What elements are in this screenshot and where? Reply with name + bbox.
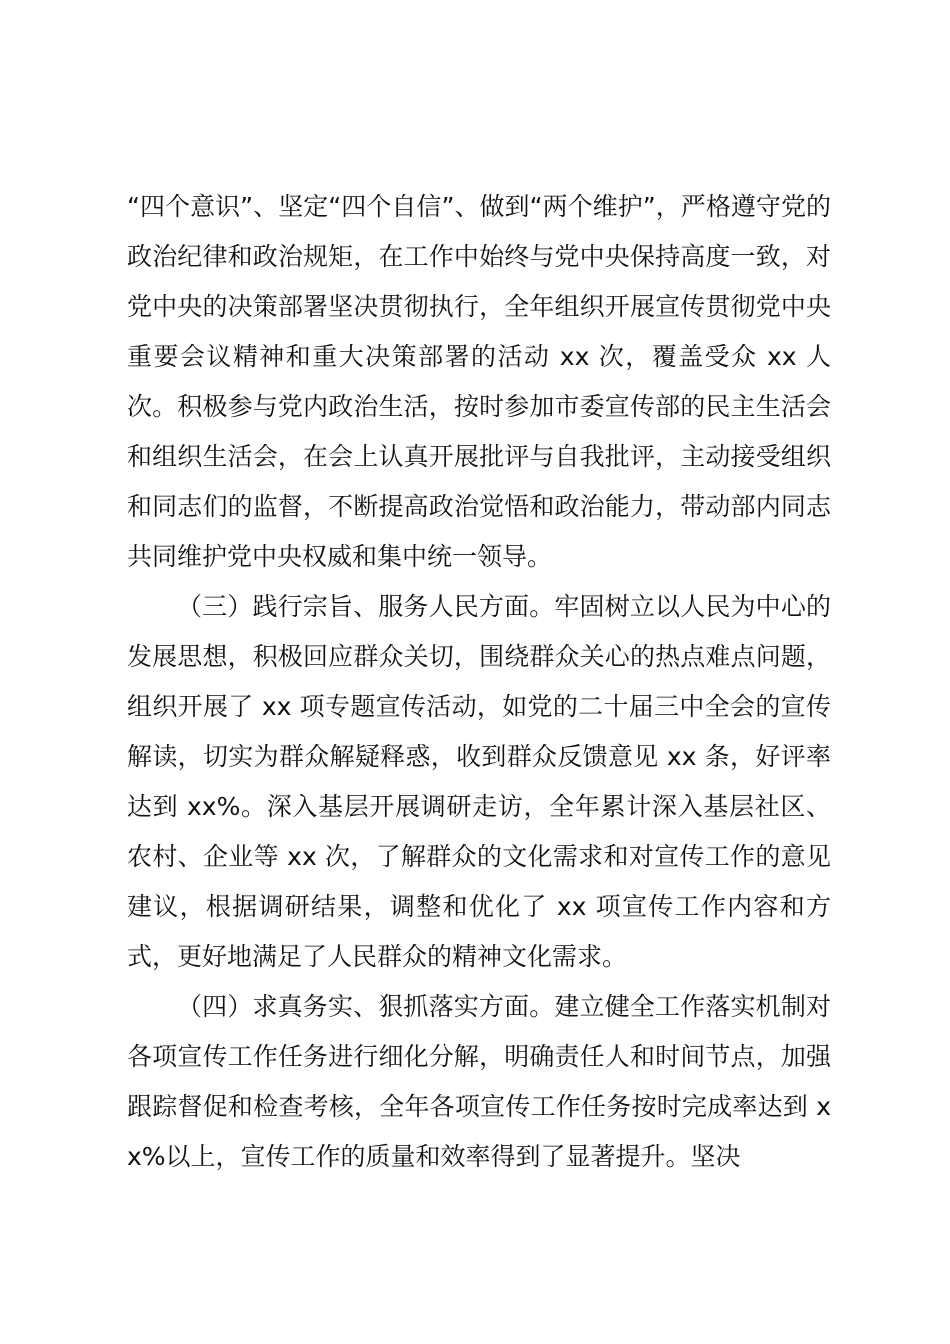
document-body (127, 182, 831, 1182)
paragraph-continued: “四个意识”、坚定“四个自信”、做到“两个维护”，严格遵守党的政治纪律和政治规矩，在工作中始终与党中央保持高度一致，对党中央的决策部署坚决贯彻执行，全年组织开展宣传贯彻党中央重要会议精神和重大决策部署的活动 xx 次，覆盖受众 xx 人次。积极参与党内政治生活，按时参加市委宣传部的民主生活会和组织生活会，在会上认真开展批评与自我批评，主动接受组织和同志们的监督，不断提高政治觉悟和政治能力，带动部内同志共同维护党中央权威和集中统一领导。 (127, 192, 831, 571)
paragraph-pragmatic-implementation: （四）求真务实、狠抓落实方面。建立健全工作落实机制对各项宣传工作任务进行细化分解，明确责任人和时间节点，加强跟踪督促和检查考核，全年各项宣传工作任务按时完成率达到 xx%以上，宣传工作的质量和效率得到了显著提升。坚决 (127, 992, 831, 1171)
paragraph-serving-people: （三）践行宗旨、服务人民方面。牢固树立以人民为中心的发展思想，积极回应群众关切，围绕群众关心的热点难点问题，组织开展了 xx 项专题宣传活动，如党的二十届三中全会的宣传解读，切实为群众解疑释惑，收到群众反馈意见 xx 条，好评率达到 xx%。深入基层开展调研走访，全年累计深入基层社区、农村、企业等 xx 次，了解群众的文化需求和对宣传工作的意见建议，根据调研结果，调整和优化了 xx 项宣传工作内容和方式，更好地满足了人民群众的精神文化需求。 (127, 592, 831, 971)
